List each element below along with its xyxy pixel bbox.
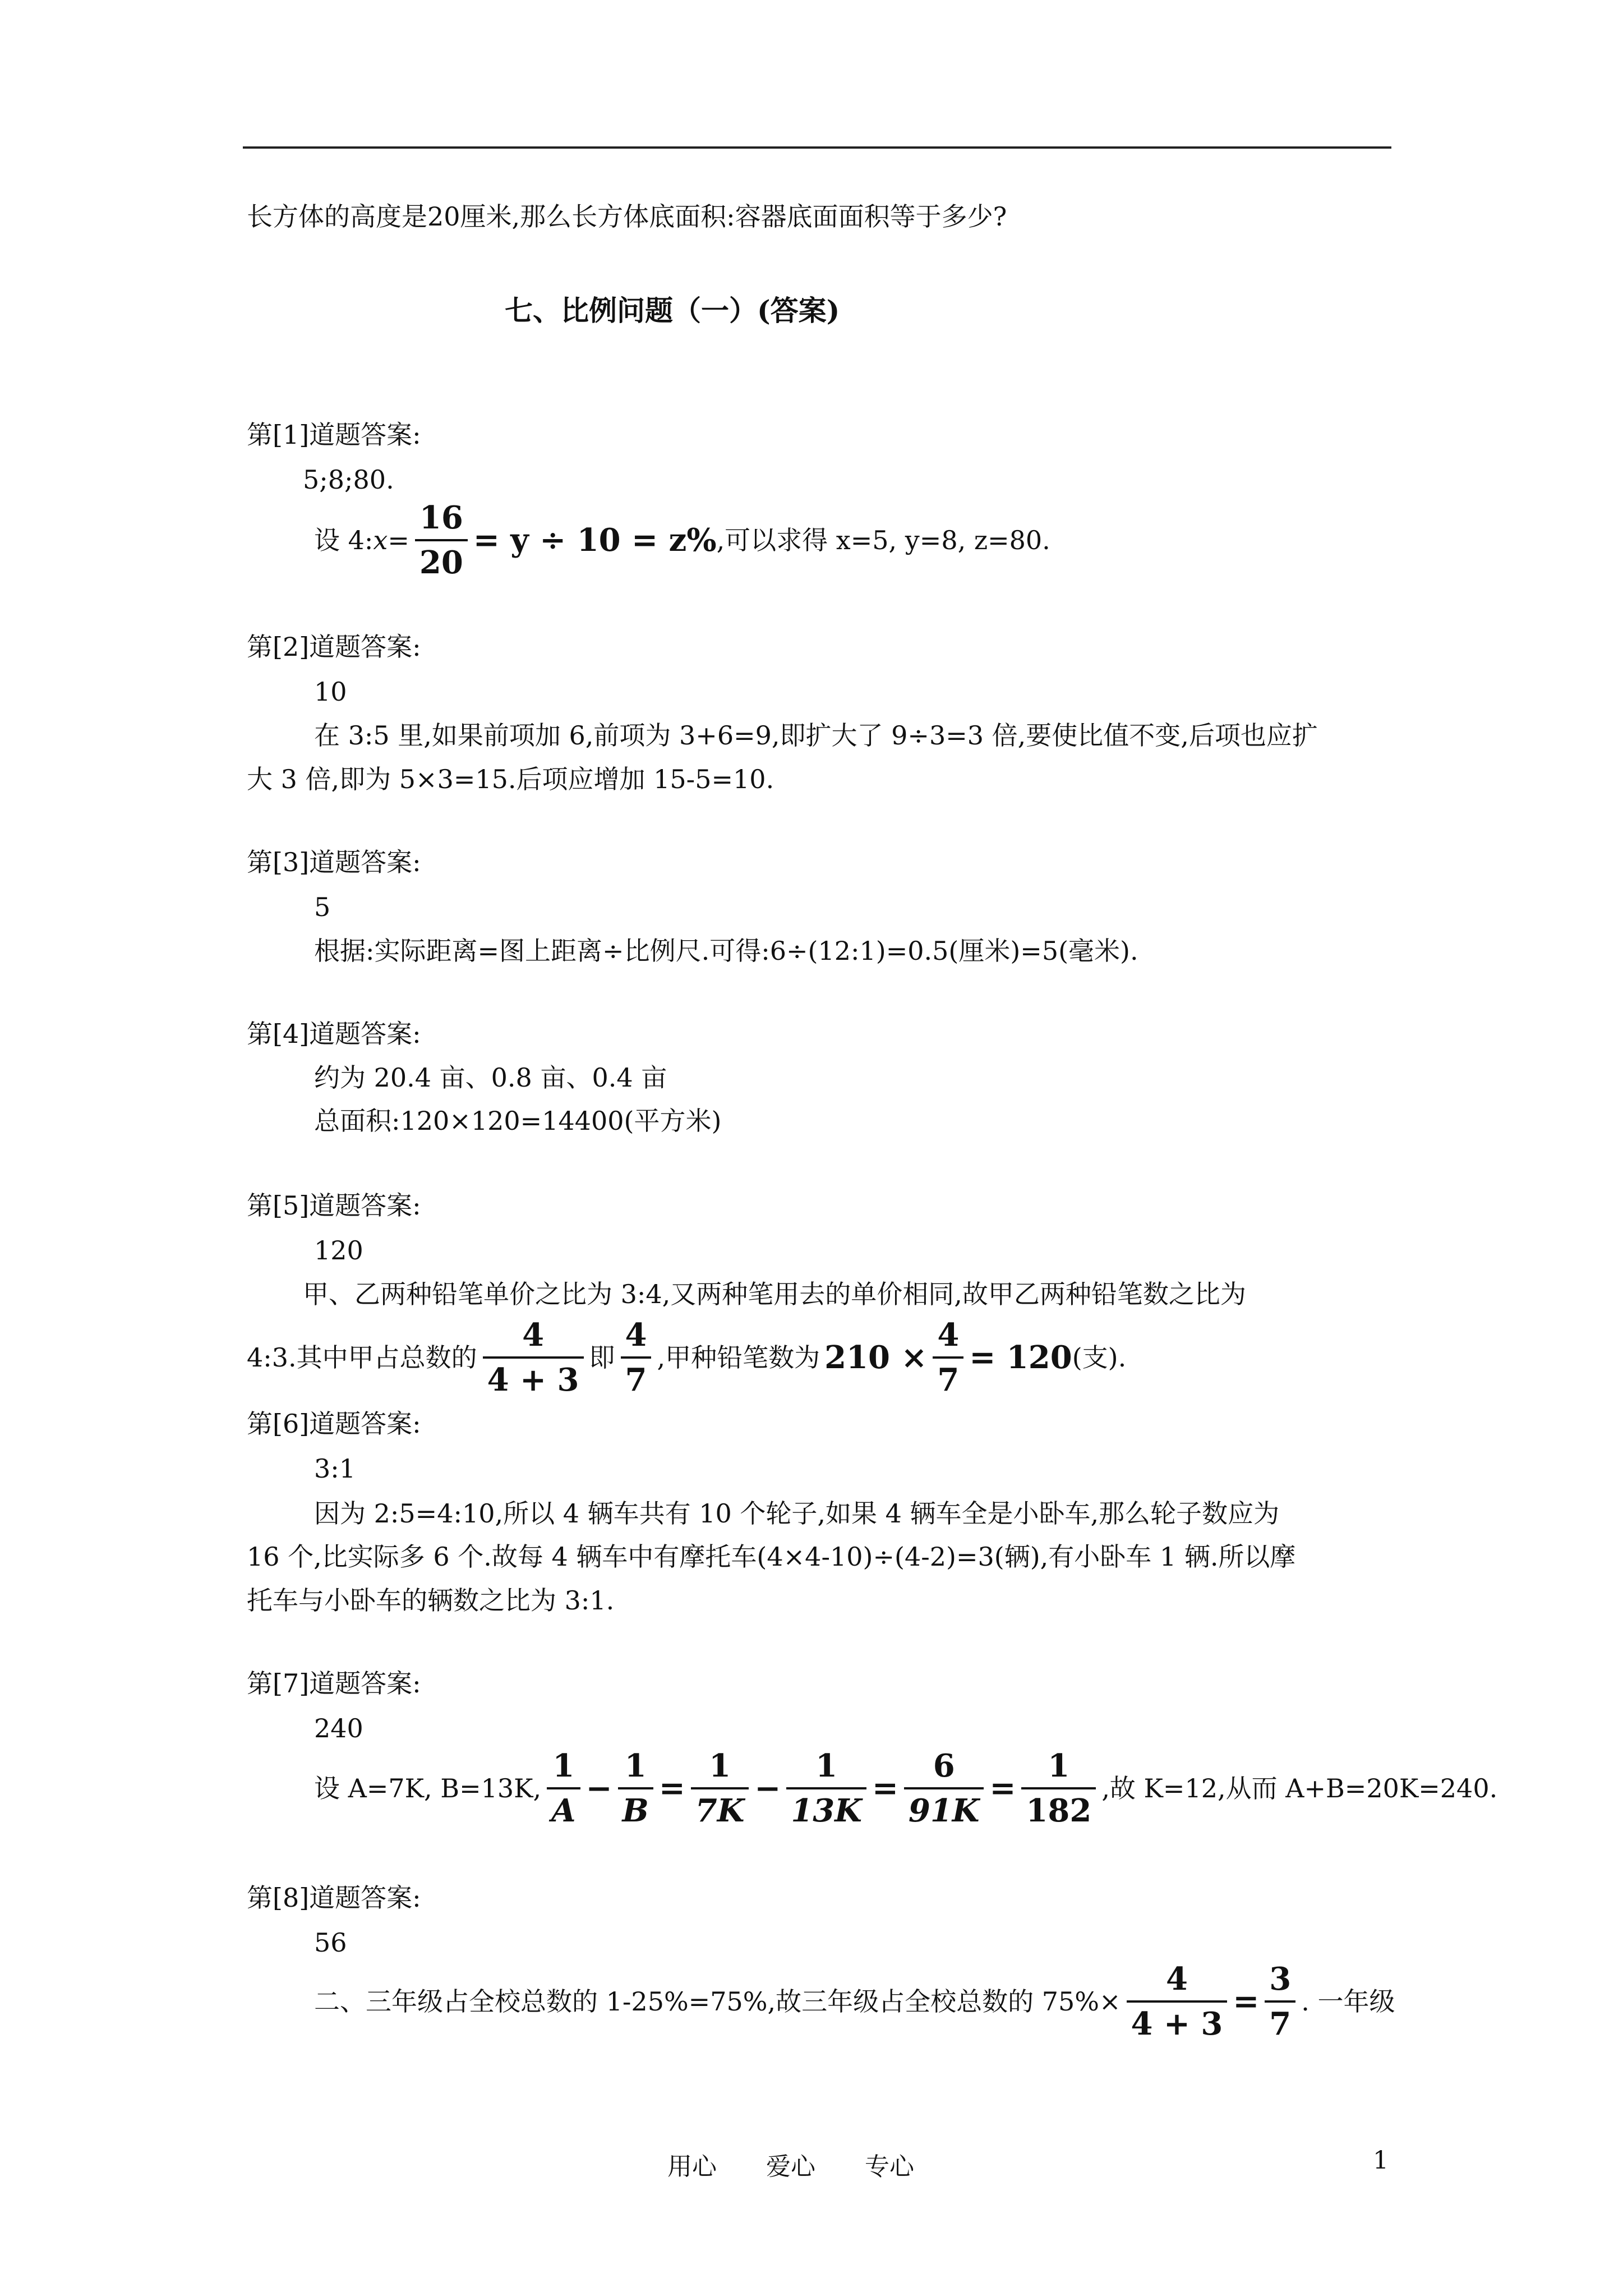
q5-line1: 甲、乙两种铅笔单价之比为 3:4,又两种笔用去的单价相同,故甲乙两种铅笔数之比为 xyxy=(303,1279,1246,1309)
q5-l2f: (支). xyxy=(1072,1342,1127,1373)
q7-fraction xyxy=(904,1747,984,1829)
q3-line1: 根据:实际距离=图上距离÷比例尺.可得:6÷(12:1)=0.5(厘米)=5(毫米). xyxy=(314,936,1138,966)
frac-den: 13K xyxy=(791,1792,862,1829)
q7-operator: = xyxy=(989,1770,1016,1807)
q7-pre: 设 A=7K, B=13K, xyxy=(314,1773,542,1803)
q7-answer: 240 xyxy=(314,1713,363,1743)
page-number: 1 xyxy=(1373,2146,1389,2175)
q1-eq: = xyxy=(388,525,409,555)
q1-mid: = y ÷ 10 = z% xyxy=(473,522,717,559)
frac-num: 4 xyxy=(625,1317,647,1354)
frac-num: 1 xyxy=(815,1747,838,1784)
frac-den: 4 + 3 xyxy=(1131,2005,1223,2042)
q7-fraction xyxy=(1021,1747,1096,1829)
fraction-bar xyxy=(933,1356,963,1359)
q2-line2: 大 3 倍,即为 5×3=15.后项应增加 15-5=10. xyxy=(247,764,774,794)
q5-answer: 120 xyxy=(314,1235,363,1266)
fraction-bar xyxy=(904,1787,984,1789)
frac-den: 7K xyxy=(695,1792,745,1829)
q7-explanation xyxy=(314,1747,1498,1829)
q8-post: . 一年级 xyxy=(1301,1986,1395,2017)
q8-eq: = xyxy=(1233,1983,1260,2020)
q7-heading: 第[7]道题答案: xyxy=(247,1668,421,1699)
q5-l2b: 即 xyxy=(589,1342,615,1373)
fraction-bar xyxy=(786,1787,866,1789)
fraction-bar xyxy=(618,1787,653,1789)
frac-den: 91K xyxy=(908,1792,980,1829)
fraction-bar xyxy=(547,1787,580,1789)
q8-fraction-2 xyxy=(1265,1963,1295,2040)
q1-pre: 设 4: xyxy=(314,525,374,555)
q8-fraction-1 xyxy=(1127,1963,1228,2040)
q5-l2c: ,甲种铅笔数为 xyxy=(657,1342,820,1373)
q4-heading: 第[4]道题答案: xyxy=(247,1019,421,1049)
q1-x: x xyxy=(373,525,388,555)
q1-frac-num: 16 xyxy=(419,499,463,536)
q3-heading: 第[3]道题答案: xyxy=(247,847,421,877)
frac-num: 4 xyxy=(1165,1961,1188,1998)
fraction-bar xyxy=(415,539,468,541)
q7-fraction xyxy=(547,1747,580,1829)
q6-heading: 第[6]道题答案: xyxy=(247,1409,421,1439)
frac-den: 7 xyxy=(625,1361,647,1398)
frac-num: 1 xyxy=(624,1747,647,1784)
fraction-bar xyxy=(1021,1787,1096,1789)
q5-line2 xyxy=(247,1319,1126,1396)
q7-operator: = xyxy=(872,1770,898,1807)
q2-answer: 10 xyxy=(314,677,347,707)
frac-num: 1 xyxy=(709,1747,731,1784)
q5-l2a: 4:3.其中甲占总数的 xyxy=(247,1342,477,1373)
q6-line3: 托车与小卧车的辆数之比为 3:1. xyxy=(247,1585,615,1616)
frac-num: 6 xyxy=(933,1747,955,1784)
q7-operator: − xyxy=(585,1770,612,1807)
q7-operator: − xyxy=(754,1770,781,1807)
q8-answer: 56 xyxy=(314,1927,347,1958)
q1-heading: 第[1]道题答案: xyxy=(247,420,421,450)
q8-explanation xyxy=(314,1963,1395,2040)
frac-den: B xyxy=(622,1792,649,1829)
q7-fraction xyxy=(786,1747,866,1829)
q7-fraction-chain xyxy=(541,1747,1101,1829)
fraction-bar xyxy=(483,1356,584,1359)
q1-explanation xyxy=(314,499,1050,581)
fraction-bar xyxy=(691,1787,749,1789)
q1-fraction xyxy=(415,499,468,581)
q7-fraction xyxy=(691,1747,749,1829)
intro-line: 长方体的高度是20厘米,那么长方体底面积:容器底面面积等于多少? xyxy=(247,201,1007,232)
frac-den: 4 + 3 xyxy=(487,1361,579,1398)
frac-den: 7 xyxy=(1269,2005,1292,2042)
fraction-bar xyxy=(621,1356,652,1359)
frac-den: A xyxy=(551,1792,576,1829)
footer-center: 用心 爱心 专心 xyxy=(667,2152,914,2181)
q2-line1: 在 3:5 里,如果前项加 6,前项为 3+6=9,即扩大了 9÷3=3 倍,要使比值不变,后项也应扩 xyxy=(314,720,1318,751)
q5-l2d: 210 × xyxy=(824,1339,928,1376)
q7-fraction xyxy=(618,1747,653,1829)
q2-heading: 第[2]道题答案: xyxy=(247,632,421,662)
frac-num: 1 xyxy=(552,1747,575,1784)
frac-num: 4 xyxy=(937,1317,960,1354)
fraction-bar xyxy=(1265,2000,1295,2003)
q6-answer: 3:1 xyxy=(314,1453,356,1484)
q5-l2e: = 120 xyxy=(969,1339,1072,1376)
q4-line2: 总面积:120×120=14400(平方米) xyxy=(314,1106,722,1136)
frac-num: 3 xyxy=(1269,1961,1292,1998)
q5-fraction-1 xyxy=(483,1319,584,1396)
q1-answer: 5;8;80. xyxy=(303,464,394,495)
frac-den: 7 xyxy=(937,1361,960,1398)
fraction-bar xyxy=(1127,2000,1228,2003)
frac-den: 182 xyxy=(1026,1792,1092,1829)
q5-fraction-3 xyxy=(933,1319,963,1396)
frac-num: 1 xyxy=(1048,1747,1070,1784)
q5-fraction-2 xyxy=(621,1319,652,1396)
q6-line2: 16 个,比实际多 6 个.故每 4 辆车中有摩托车(4×4-10)÷(4-2)=3(辆),有小卧车 1 辆.所以摩 xyxy=(247,1542,1296,1572)
frac-num: 4 xyxy=(522,1317,545,1354)
q5-heading: 第[5]道题答案: xyxy=(247,1190,421,1221)
q7-post: ,故 K=12,从而 A+B=20K=240. xyxy=(1101,1773,1498,1803)
q6-line1: 因为 2:5=4:10,所以 4 辆车共有 10 个轮子,如果 4 辆车全是小卧车,那么轮子数应为 xyxy=(314,1498,1280,1529)
q4-line1: 约为 20.4 亩、0.8 亩、0.4 亩 xyxy=(314,1062,667,1093)
q8-pre: 二、三年级占全校总数的 1-25%=75%,故三年级占全校总数的 75%× xyxy=(314,1986,1121,2017)
q8-heading: 第[8]道题答案: xyxy=(247,1883,421,1913)
q7-operator: = xyxy=(658,1770,685,1807)
q1-post: ,可以求得 x=5, y=8, z=80. xyxy=(716,525,1050,555)
q3-answer: 5 xyxy=(314,892,331,922)
q1-frac-den: 20 xyxy=(419,544,463,581)
header-rule xyxy=(243,146,1391,149)
section-title: 七、比例问题（一）(答案) xyxy=(505,294,840,327)
